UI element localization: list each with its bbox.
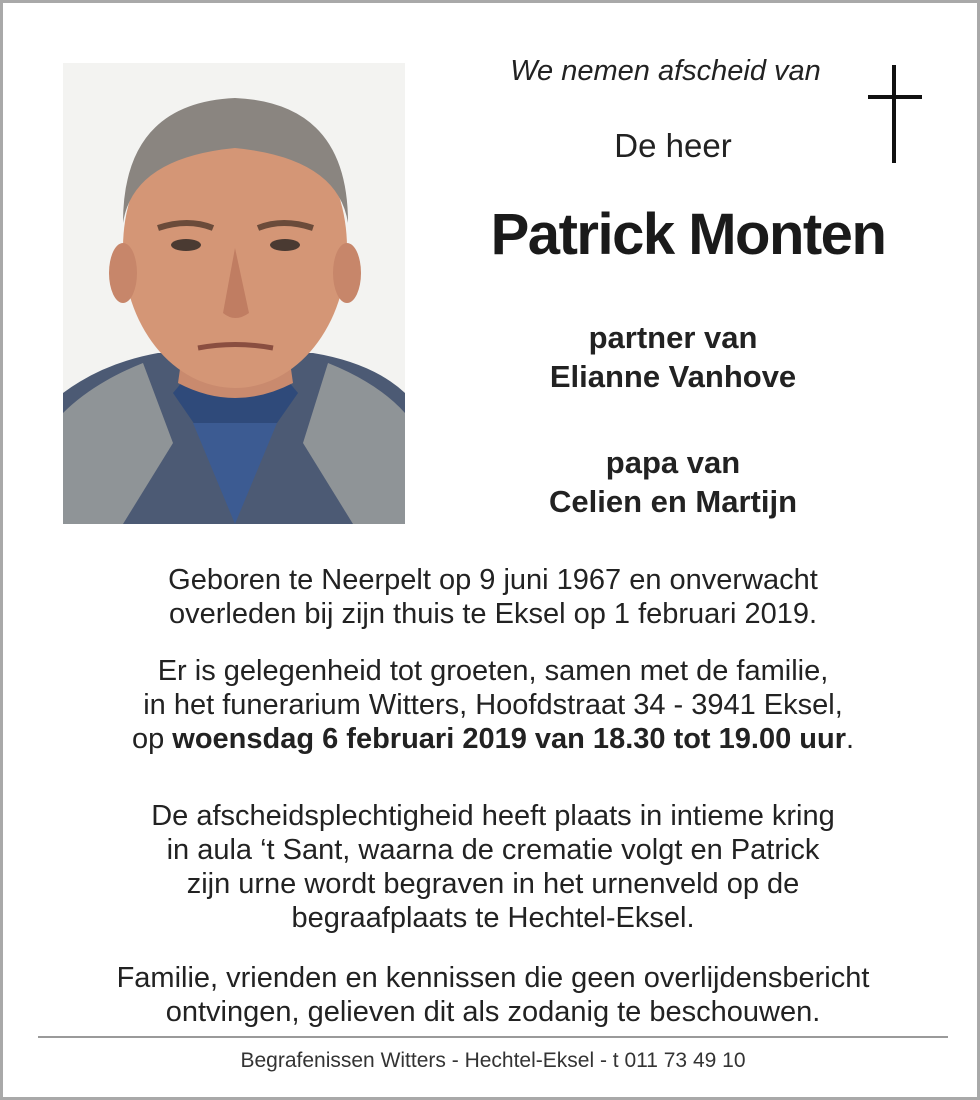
notice-line-1: Familie, vrienden en kennissen die geen overlijdensbericht bbox=[116, 962, 870, 994]
visitation-paragraph bbox=[43, 654, 943, 756]
notice-paragraph bbox=[43, 961, 943, 1029]
visitation-line-1: Er is gelegenheid tot groeten, samen met de familie, bbox=[157, 655, 829, 687]
notice-line-2: ontvingen, gelieven dit als zodanig te beschouwen. bbox=[165, 996, 821, 1028]
ceremony-line-2: in aula ‘t Sant, waarna de crematie volgt en Patrick bbox=[166, 834, 820, 866]
visitation-line-3: op woensdag 6 februari 2019 van 18.30 tot 19.00 uur. bbox=[131, 723, 855, 755]
divider bbox=[38, 1036, 948, 1038]
ceremony-line-4: begraafplaats te Hechtel-Eksel. bbox=[291, 902, 695, 934]
children-label: papa van bbox=[605, 445, 741, 480]
ceremony-paragraph bbox=[43, 799, 943, 935]
funeral-home-footer: Begrafenissen Witters - Hechtel-Eksel - t 011 73 49 10 bbox=[240, 1049, 746, 1072]
visitation-date-time: woensdag 6 februari 2019 van 18.30 tot 19.00 uur bbox=[172, 723, 846, 755]
children-names: Celien en Martijn bbox=[548, 484, 798, 519]
ceremony-line-3: zijn urne wordt begraven in het urnenveld op de bbox=[186, 868, 800, 900]
deceased-name: Patrick Monten bbox=[490, 202, 886, 267]
portrait-illustration bbox=[63, 63, 405, 524]
intro-text: We nemen afscheid van bbox=[510, 55, 821, 87]
portrait-photo bbox=[63, 63, 405, 524]
ceremony-line-1: De afscheidsplechtigheid heeft plaats in intieme kring bbox=[151, 800, 835, 832]
salutation: De heer bbox=[614, 127, 732, 164]
partner-label: partner van bbox=[588, 320, 758, 355]
death-line: overleden bij zijn thuis te Eksel op 1 februari 2019. bbox=[168, 598, 818, 630]
birth-death-paragraph bbox=[43, 563, 943, 631]
partner-block bbox=[443, 318, 903, 396]
partner-name: Elianne Vanhove bbox=[549, 359, 797, 394]
birth-line: Geboren te Neerpelt op 9 juni 1967 en onverwacht bbox=[168, 564, 818, 596]
children-block bbox=[443, 443, 903, 521]
visitation-line-2: in het funerarium Witters, Hoofdstraat 34 - 3941 Eksel, bbox=[143, 689, 843, 721]
